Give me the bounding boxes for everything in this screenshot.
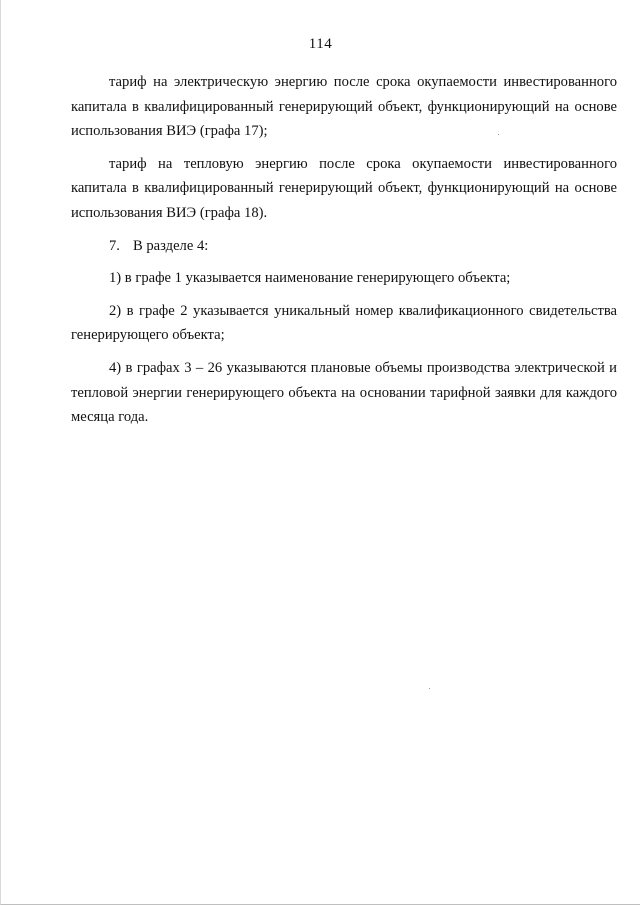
scan-speck	[498, 134, 499, 135]
section-heading: В разделе 4:	[133, 237, 209, 254]
paragraph-tariff-heat: тариф на тепловую энергию после срока окупаемости инвестированного капитала в квалифицированный генерирующий объект, функционирующий на основе использования ВИЭ (графа 18).	[71, 155, 617, 221]
page-number: 114	[308, 36, 333, 52]
paragraph-section-7	[71, 234, 617, 259]
paragraph-item-4: 4) в графах 3 – 26 указываются плановые объемы производства электрической и тепловой энергии генерирующего объекта на основании тарифной заявки для каждого месяца года.	[71, 359, 617, 426]
paragraph-tariff-electric: тариф на электрическую энергию после срока окупаемости инвестированного капитала в квалифицированный генерирующий объект, функционирующий на основе использования ВИЭ (графа 17);	[71, 74, 617, 140]
paragraph-item-2: 2) в графе 2 указывается уникальный номер квалификационного свидетельства генерирующего объекта;	[71, 302, 617, 344]
document-body	[71, 70, 617, 438]
scan-speck	[429, 688, 430, 689]
section-number: 7.	[109, 237, 120, 254]
paragraph-item-1: 1) в графе 1 указывается наименование генерирующего объекта;	[109, 270, 511, 287]
